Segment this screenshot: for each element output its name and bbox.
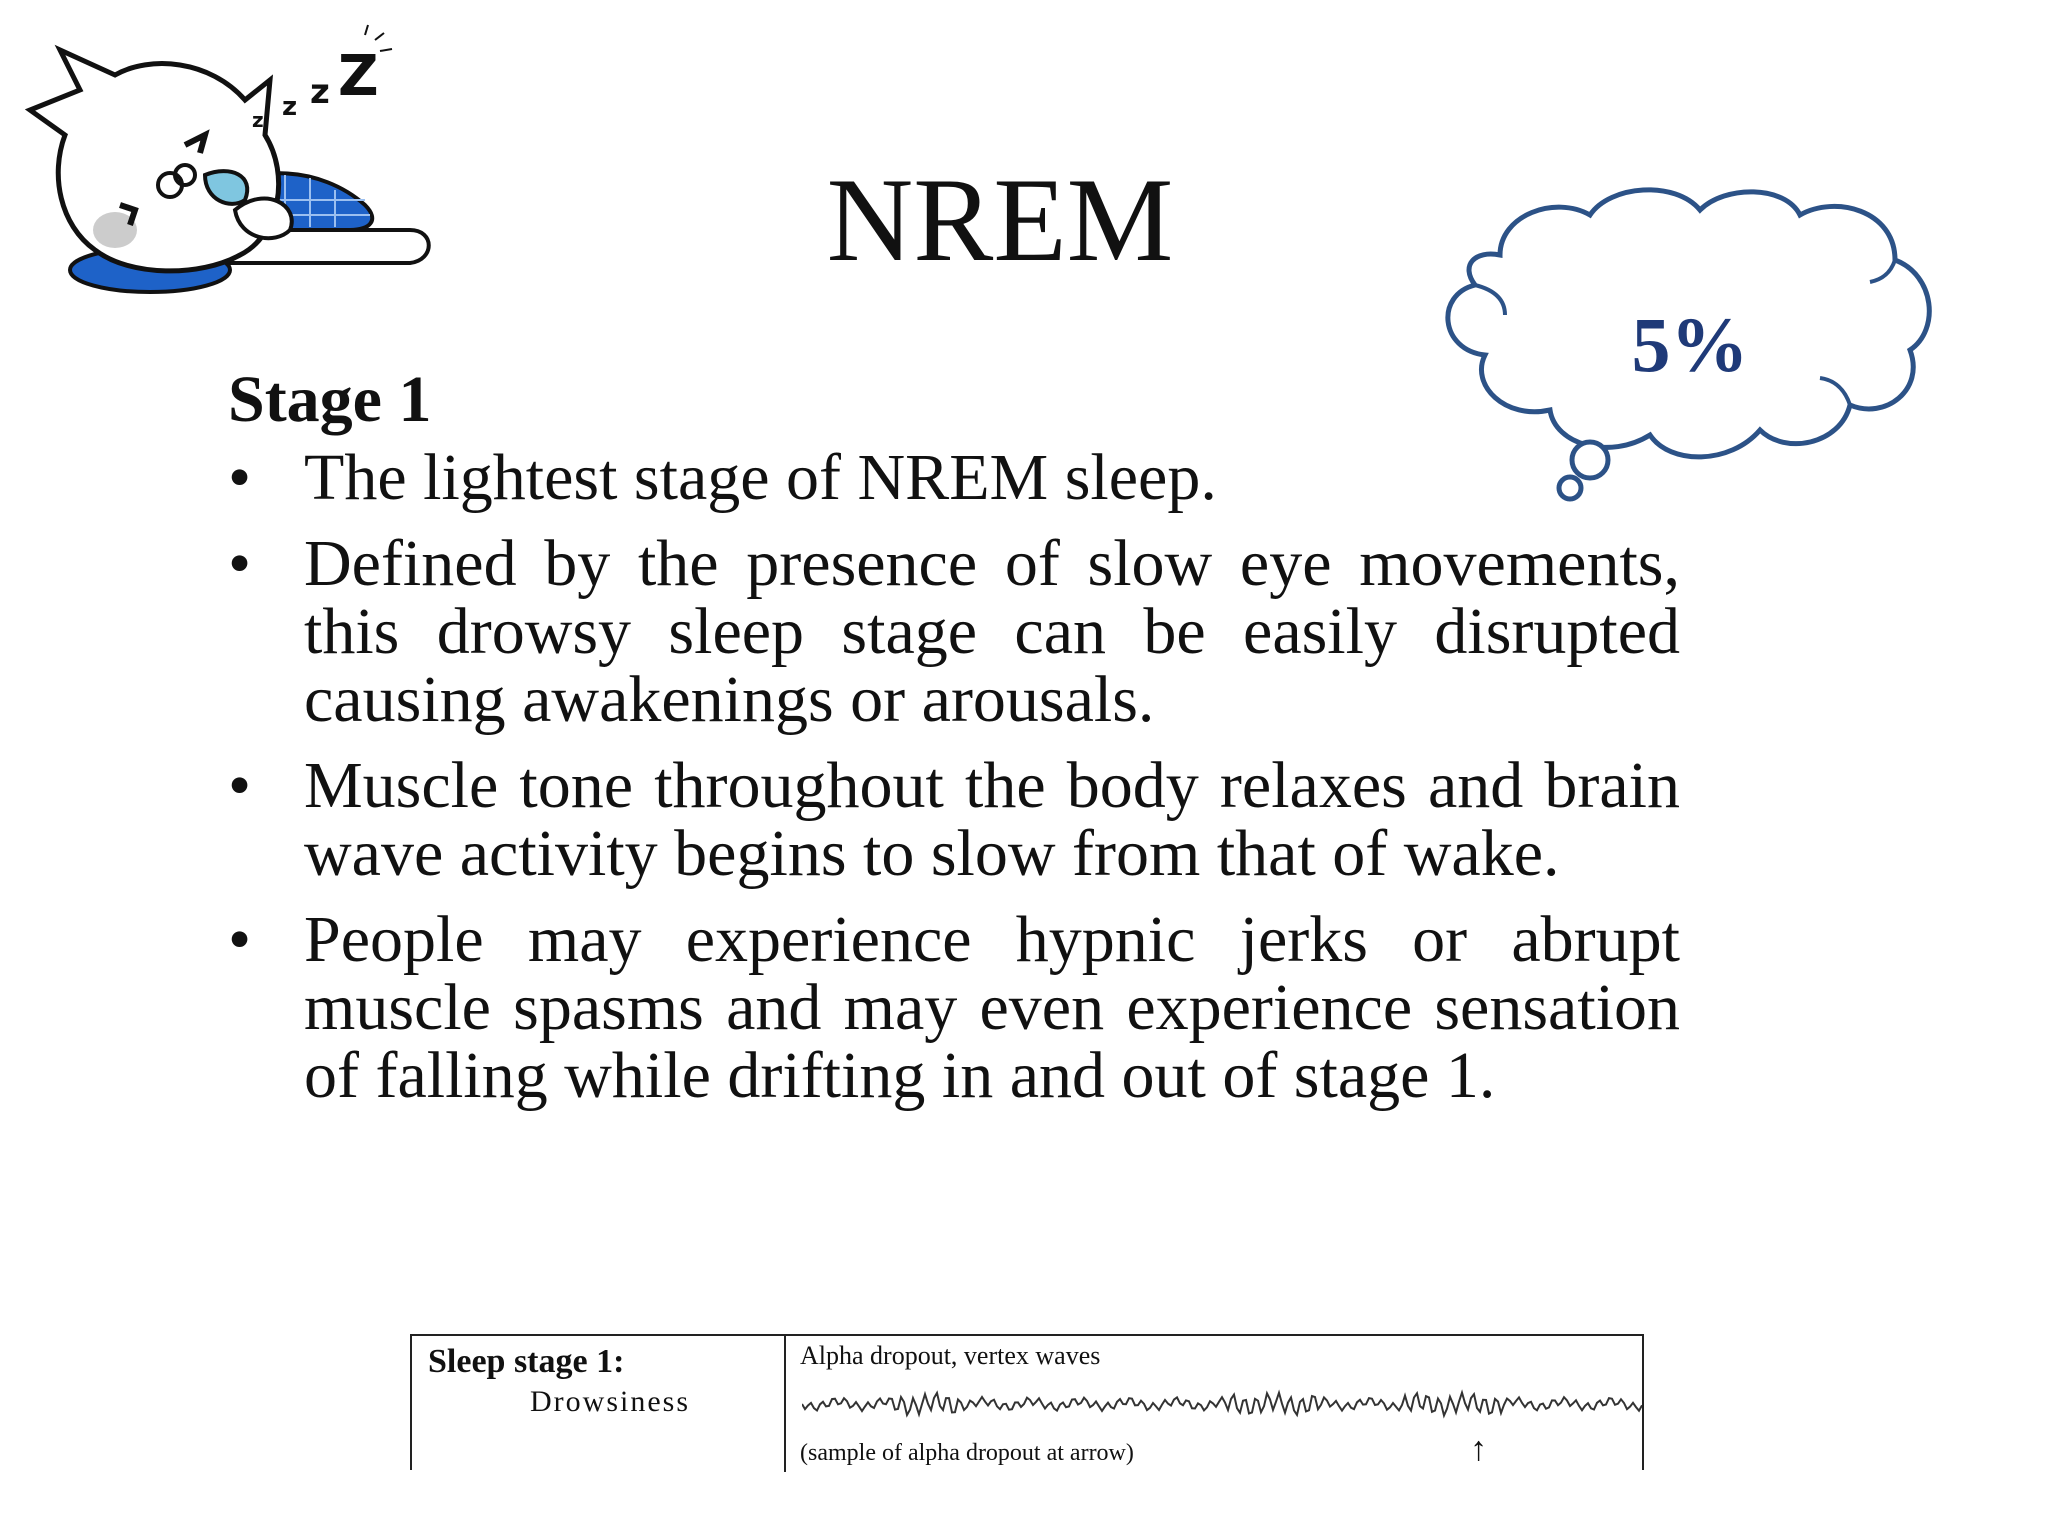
eeg-stage-sub: Drowsiness (530, 1385, 690, 1418)
bullet-icon: • (228, 441, 252, 514)
bullet-text: The lightest stage of NREM sleep. (304, 441, 1217, 514)
bullet-item (228, 749, 1680, 890)
bullet-text: Muscle tone throughout the body relaxes and brain wave activity begins to slow from that of wake. (304, 749, 1680, 890)
bullet-icon: • (228, 749, 252, 822)
bullet-item (228, 527, 1680, 736)
cloud-percentage: 5% (1631, 301, 1749, 388)
svg-text:z: z (310, 72, 330, 112)
bullet-list (228, 441, 1680, 1112)
slide-title: NREM (826, 153, 1174, 286)
svg-text:Z: Z (338, 44, 379, 109)
arrow-up-icon: ↑ (1470, 1431, 1487, 1468)
sleeping-cat-icon (20, 15, 440, 305)
svg-text:z: z (252, 108, 264, 132)
stage-heading: Stage 1 (228, 363, 432, 436)
eeg-figure (410, 1334, 1644, 1470)
eeg-bottom-label: (sample of alpha dropout at arrow) (800, 1440, 1134, 1466)
bullet-item (228, 903, 1680, 1112)
bullet-text: Defined by the presence of slow eye movements, this drowsy sleep stage can be easily disrupted causing awakenings or arousals. (304, 527, 1680, 736)
bullet-icon: • (228, 903, 252, 976)
slide-content (228, 360, 1680, 1128)
eeg-waveform (802, 1376, 1642, 1432)
bullet-icon: • (228, 527, 252, 600)
svg-text:z: z (282, 92, 298, 122)
eeg-stage-label: Sleep stage 1: (428, 1343, 625, 1380)
eeg-top-label: Alpha dropout, vertex waves (800, 1341, 1101, 1370)
eeg-divider (784, 1336, 786, 1472)
bullet-text: People may experience hypnic jerks or abrupt muscle spasms and may even experience sensation of falling while drifting in and out of stage 1. (304, 903, 1680, 1112)
bullet-item (228, 441, 1680, 514)
